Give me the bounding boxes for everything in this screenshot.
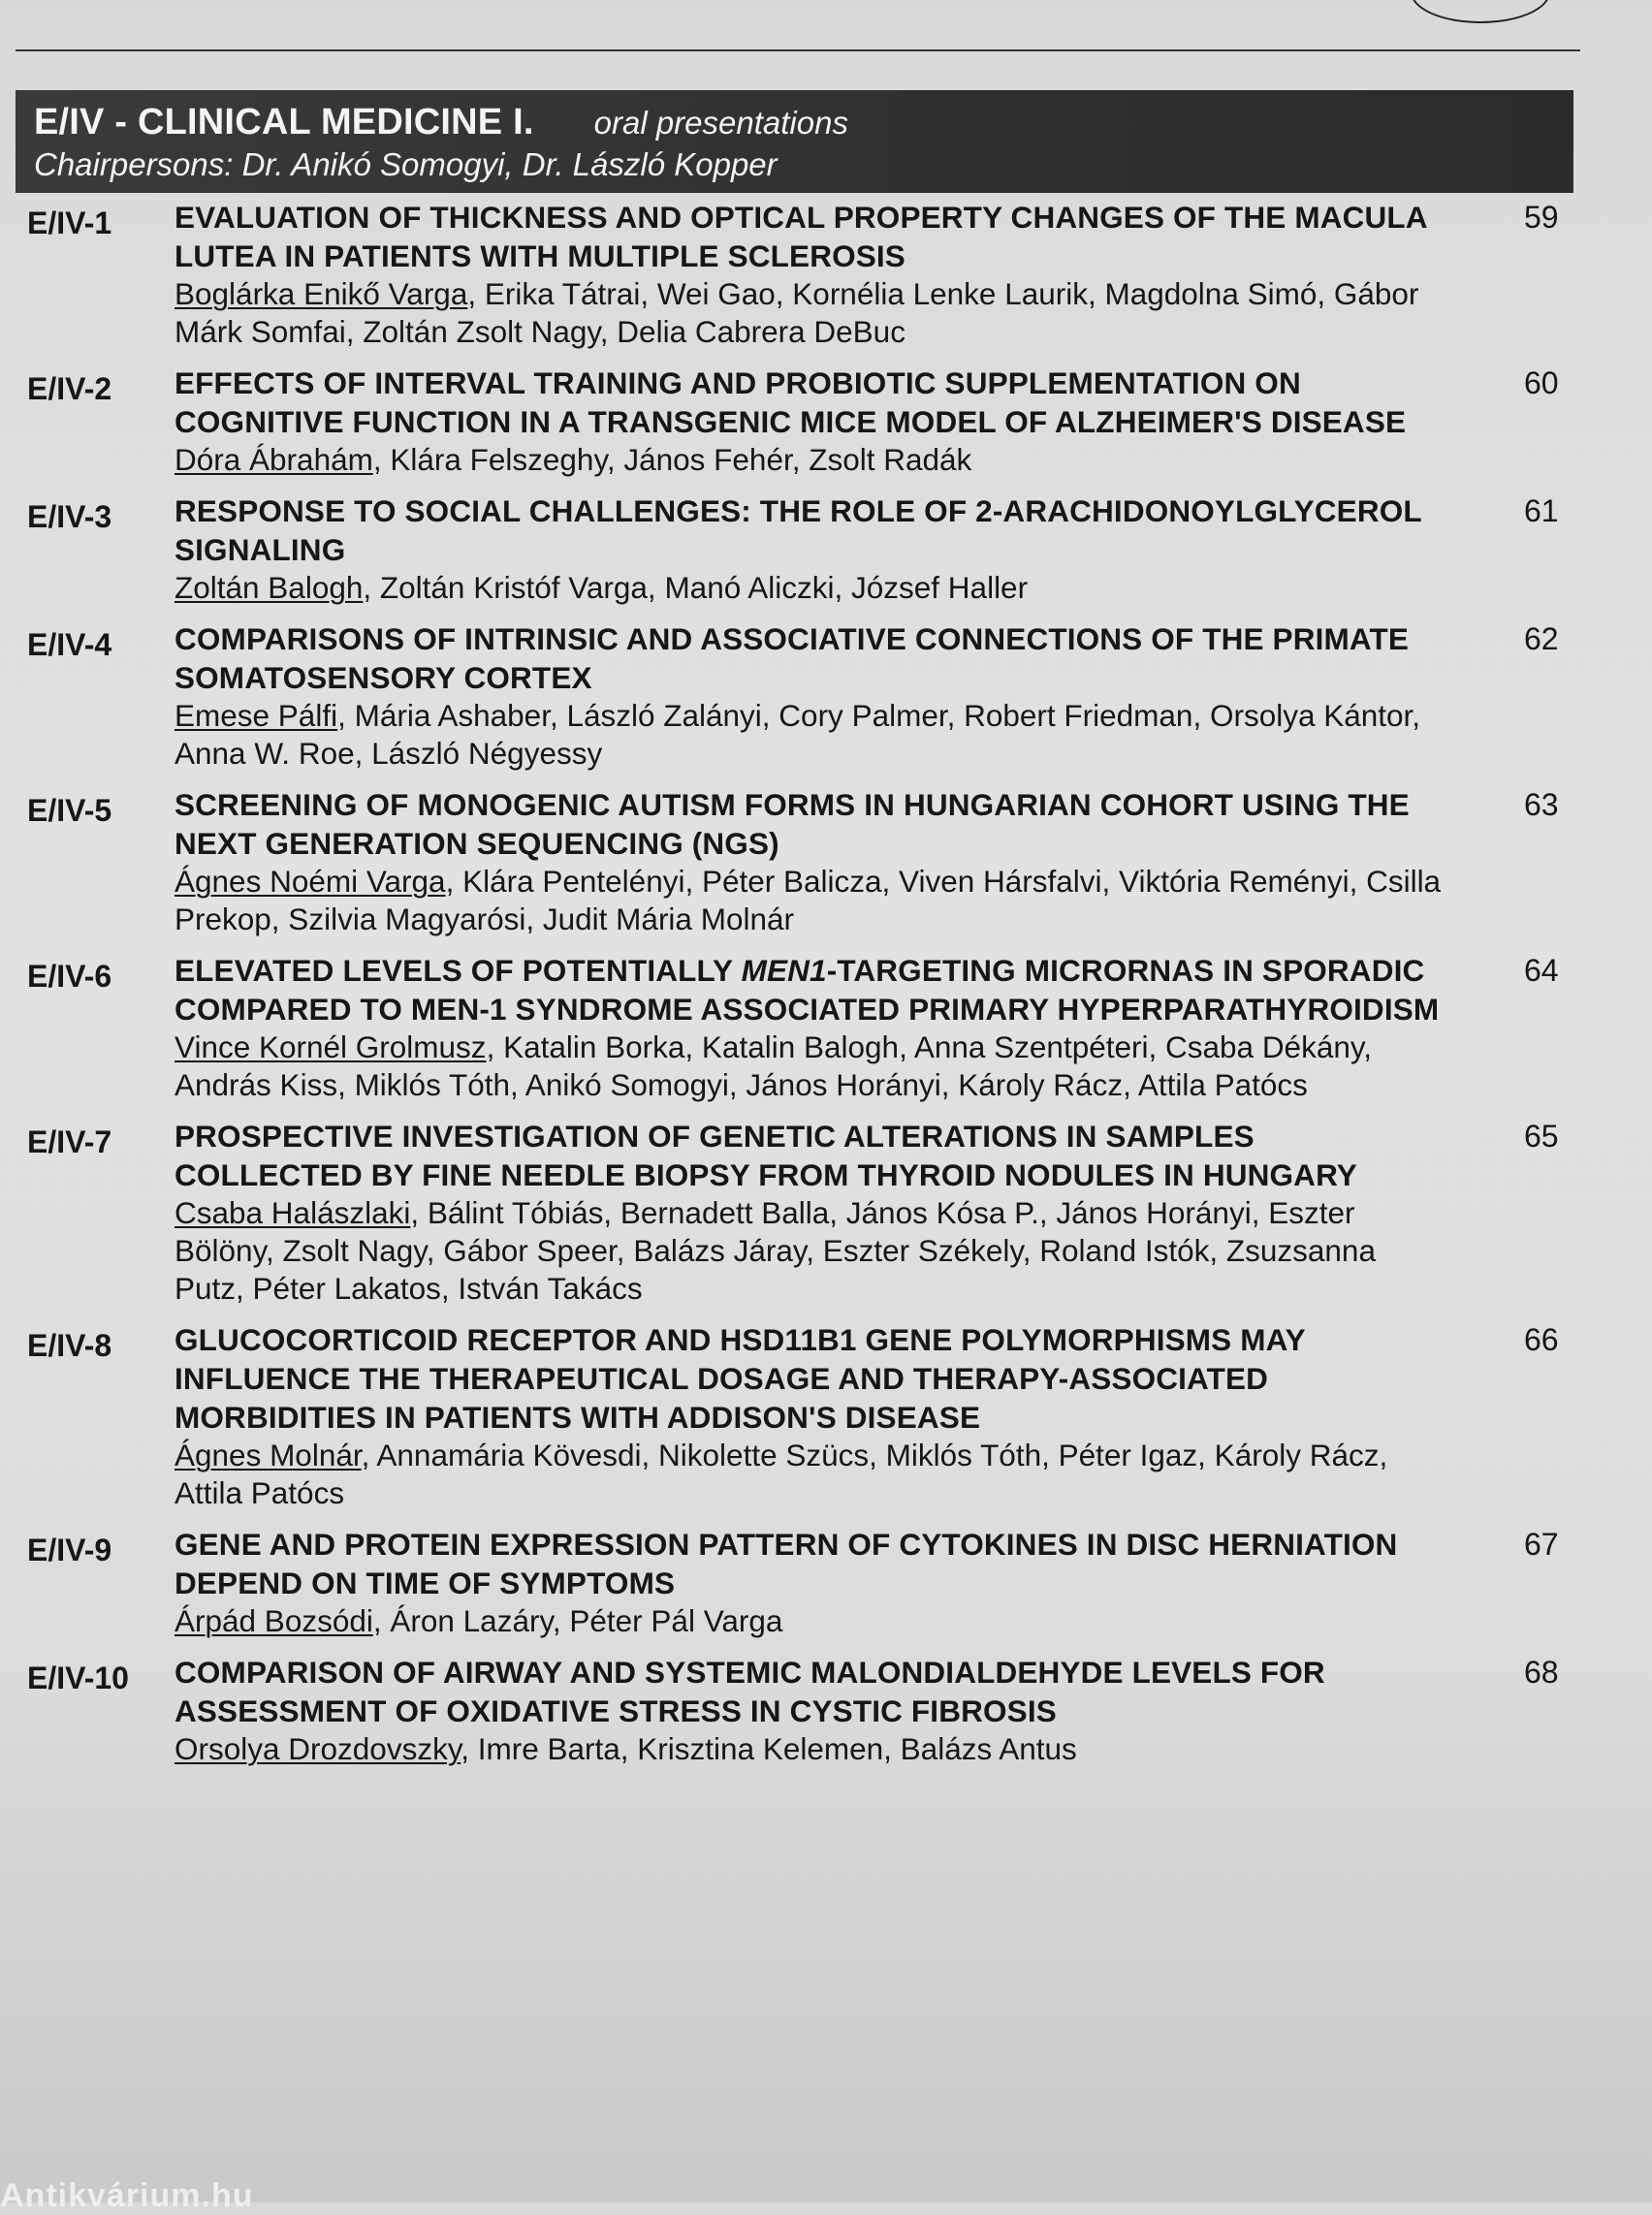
presentation-authors [175, 697, 1445, 773]
presenting-author: Ágnes Molnár [175, 1438, 362, 1472]
co-authors: , Áron Lazáry, Péter Pál Varga [372, 1603, 783, 1638]
presentation-body [175, 1117, 1445, 1308]
presentation-title: PROSPECTIVE INVESTIGATION OF GENETIC ALTERATIONS IN SAMPLES COLLECTED BY FINE NEEDLE BIOPSY FROM THYROID NODULES IN HUNGARY [175, 1119, 1357, 1192]
presentation-entry [0, 785, 1652, 938]
presenting-author: Árpád Bozsódi [175, 1603, 373, 1638]
presentation-title: GLUCOCORTICOID RECEPTOR AND HSD11B1 GENE POLYMORPHISMS MAY INFLUENCE THE THERAPEUTICAL DOSAGE AND THERAPY-ASSOCIATED MORBIDITIES IN PATIENTS WITH ADDISON'S DISEASE [175, 1322, 1306, 1435]
presentation-authors [175, 863, 1445, 938]
presentation-code: E/IV-9 [27, 1533, 112, 1567]
presentation-code: E/IV-10 [27, 1661, 129, 1695]
presentation-body [175, 951, 1445, 1104]
presenting-author: Emese Pálfi [175, 698, 338, 733]
presentation-entry [0, 198, 1652, 351]
presentation-entry [0, 1320, 1652, 1512]
presentation-code: E/IV-5 [27, 793, 112, 828]
session-header-line [34, 102, 1573, 150]
presentation-title [175, 951, 1445, 1028]
page-number: 61 [1524, 493, 1559, 528]
presenting-author: Csaba Halászlaki [175, 1195, 411, 1230]
co-authors: , Erika Tátrai, Wei Gao, Kornélia Lenke Laurik, Magdolna Simó, Gábor Márk Somfai, Zoltán Zsolt Nagy, Delia Cabrera DeBuc [175, 276, 1419, 349]
presentation-code: E/IV-7 [27, 1124, 112, 1159]
presentation-body [175, 1525, 1445, 1640]
presenting-author: Dóra Ábrahám [175, 442, 373, 477]
presentation-body [175, 785, 1445, 938]
page-number: 64 [1524, 953, 1559, 988]
presentation-title: COMPARISON OF AIRWAY AND SYSTEMIC MALONDIALDEHYDE LEVELS FOR ASSESSMENT OF OXIDATIVE STRESS IN CYSTIC FIBROSIS [175, 1655, 1325, 1728]
top-divider [16, 49, 1580, 51]
presentation-title: GENE AND PROTEIN EXPRESSION PATTERN OF CYTOKINES IN DISC HERNIATION DEPEND ON TIME OF SYMPTOMS [175, 1527, 1398, 1600]
presentation-code: E/IV-1 [27, 206, 112, 240]
presentation-entry [0, 1117, 1652, 1308]
presentation-authors [175, 1437, 1445, 1512]
presentation-title: COMPARISONS OF INTRINSIC AND ASSOCIATIVE CONNECTIONS OF THE PRIMATE SOMATOSENSORY CORTEX [175, 621, 1410, 695]
presentation-entry [0, 619, 1652, 773]
presentation-entry [0, 951, 1652, 1104]
session-chairpersons: Chairpersons: Dr. Anikó Somogyi, Dr. László Kopper [34, 146, 778, 182]
presentation-code: E/IV-4 [27, 627, 112, 662]
presentation-authors [175, 1194, 1445, 1308]
presentation-authors [175, 275, 1445, 351]
page-number: 60 [1524, 365, 1559, 400]
presentation-list [0, 198, 1652, 1781]
page-number: 63 [1524, 787, 1559, 822]
title-part: -TARGETING MICRORNAS IN SPORADIC COMPARED TO MEN-1 SYNDROME ASSOCIATED PRIMARY HYPERPARATHYROIDISM [175, 953, 1440, 1027]
co-authors: , Katalin Borka, Katalin Balogh, Anna Szentpéteri, Csaba Dékány, András Kiss, Miklós Tóth, Anikó Somogyi, János Horányi, Károly Rácz, Attila Patócs [175, 1029, 1373, 1102]
presentation-authors [175, 569, 1445, 607]
co-authors: , Mária Ashaber, László Zalányi, Cory Palmer, Robert Friedman, Orsolya Kántor, Anna W. Roe, László Négyessy [175, 698, 1421, 771]
co-authors: , Klára Pentelényi, Péter Balicza, Viven Hársfalvi, Viktória Reményi, Csilla Prekop, Szilvia Magyarósi, Judit Mária Molnár [175, 864, 1442, 936]
title-part: ELEVATED LEVELS OF POTENTIALLY [175, 953, 742, 988]
presentation-entry [0, 364, 1652, 479]
session-header [16, 90, 1573, 193]
co-authors: , Imre Barta, Krisztina Kelemen, Balázs Antus [461, 1731, 1077, 1766]
presentation-title: SCREENING OF MONOGENIC AUTISM FORMS IN HUNGARIAN COHORT USING THE NEXT GENERATION SEQUENCING (NGS) [175, 787, 1410, 861]
watermark: Antikvárium.hu [0, 2177, 254, 2214]
session-title: E/IV - CLINICAL MEDICINE I. [34, 102, 534, 142]
presentation-authors [175, 1028, 1445, 1104]
presentation-body [175, 491, 1445, 607]
page-number: 66 [1524, 1322, 1559, 1357]
presenting-author: Ágnes Noémi Varga [175, 864, 446, 899]
co-authors: , Bálint Tóbiás, Bernadett Balla, János Kósa P., János Horányi, Eszter Bölöny, Zsolt Nagy, Gábor Speer, Balázs Járay, Eszter Székely, Roland Istók, Zsuzsanna Putz, Péter Lakatos, István Takács [175, 1195, 1376, 1306]
presentation-entry [0, 1525, 1652, 1640]
presentation-authors [175, 1730, 1445, 1768]
co-authors: , Annamária Kövesdi, Nikolette Szücs, Miklós Tóth, Péter Igaz, Károly Rácz, Attila Patócs [175, 1438, 1388, 1510]
presentation-authors [175, 441, 1445, 479]
presentation-entry [0, 491, 1652, 607]
presentation-body [175, 619, 1445, 773]
presentation-code: E/IV-6 [27, 959, 112, 994]
presentation-title: RESPONSE TO SOCIAL CHALLENGES: THE ROLE OF 2-ARACHIDONOYLGLYCEROL SIGNALING [175, 493, 1422, 567]
session-subtitle: oral presentations [593, 105, 848, 141]
co-authors: , Zoltán Kristóf Varga, Manó Aliczki, József Haller [363, 570, 1029, 605]
presentation-entry [0, 1653, 1652, 1768]
presentation-body [175, 1320, 1445, 1512]
page-number: 62 [1524, 621, 1559, 656]
presentation-title: EFFECTS OF INTERVAL TRAINING AND PROBIOTIC SUPPLEMENTATION ON COGNITIVE FUNCTION IN A TRANSGENIC MICE MODEL OF ALZHEIMER'S DISEASE [175, 365, 1407, 439]
presenting-author: Zoltán Balogh [175, 570, 364, 605]
page-corner-logo-mark [1411, 0, 1550, 23]
presentation-body [175, 364, 1445, 479]
presentation-body [175, 1653, 1445, 1768]
presentation-code: E/IV-8 [27, 1328, 112, 1363]
presentation-body [175, 198, 1445, 351]
presentation-authors [175, 1602, 1445, 1640]
presentation-title: EVALUATION OF THICKNESS AND OPTICAL PROPERTY CHANGES OF THE MACULA LUTEA IN PATIENTS WITH MULTIPLE SCLEROSIS [175, 200, 1427, 273]
page-number: 65 [1524, 1119, 1559, 1154]
co-authors: , Klára Felszeghy, János Fehér, Zsolt Radák [372, 442, 972, 477]
gene-name: MEN1 [741, 953, 827, 988]
page-number: 59 [1524, 200, 1559, 235]
presenting-author: Orsolya Drozdovszky [175, 1731, 461, 1766]
presenting-author: Boglárka Enikő Varga [175, 276, 468, 311]
page-number: 67 [1524, 1527, 1559, 1562]
presentation-code: E/IV-2 [27, 371, 112, 406]
presentation-code: E/IV-3 [27, 499, 112, 534]
page-number: 68 [1524, 1655, 1559, 1690]
presenting-author: Vince Kornél Grolmusz [175, 1029, 487, 1064]
